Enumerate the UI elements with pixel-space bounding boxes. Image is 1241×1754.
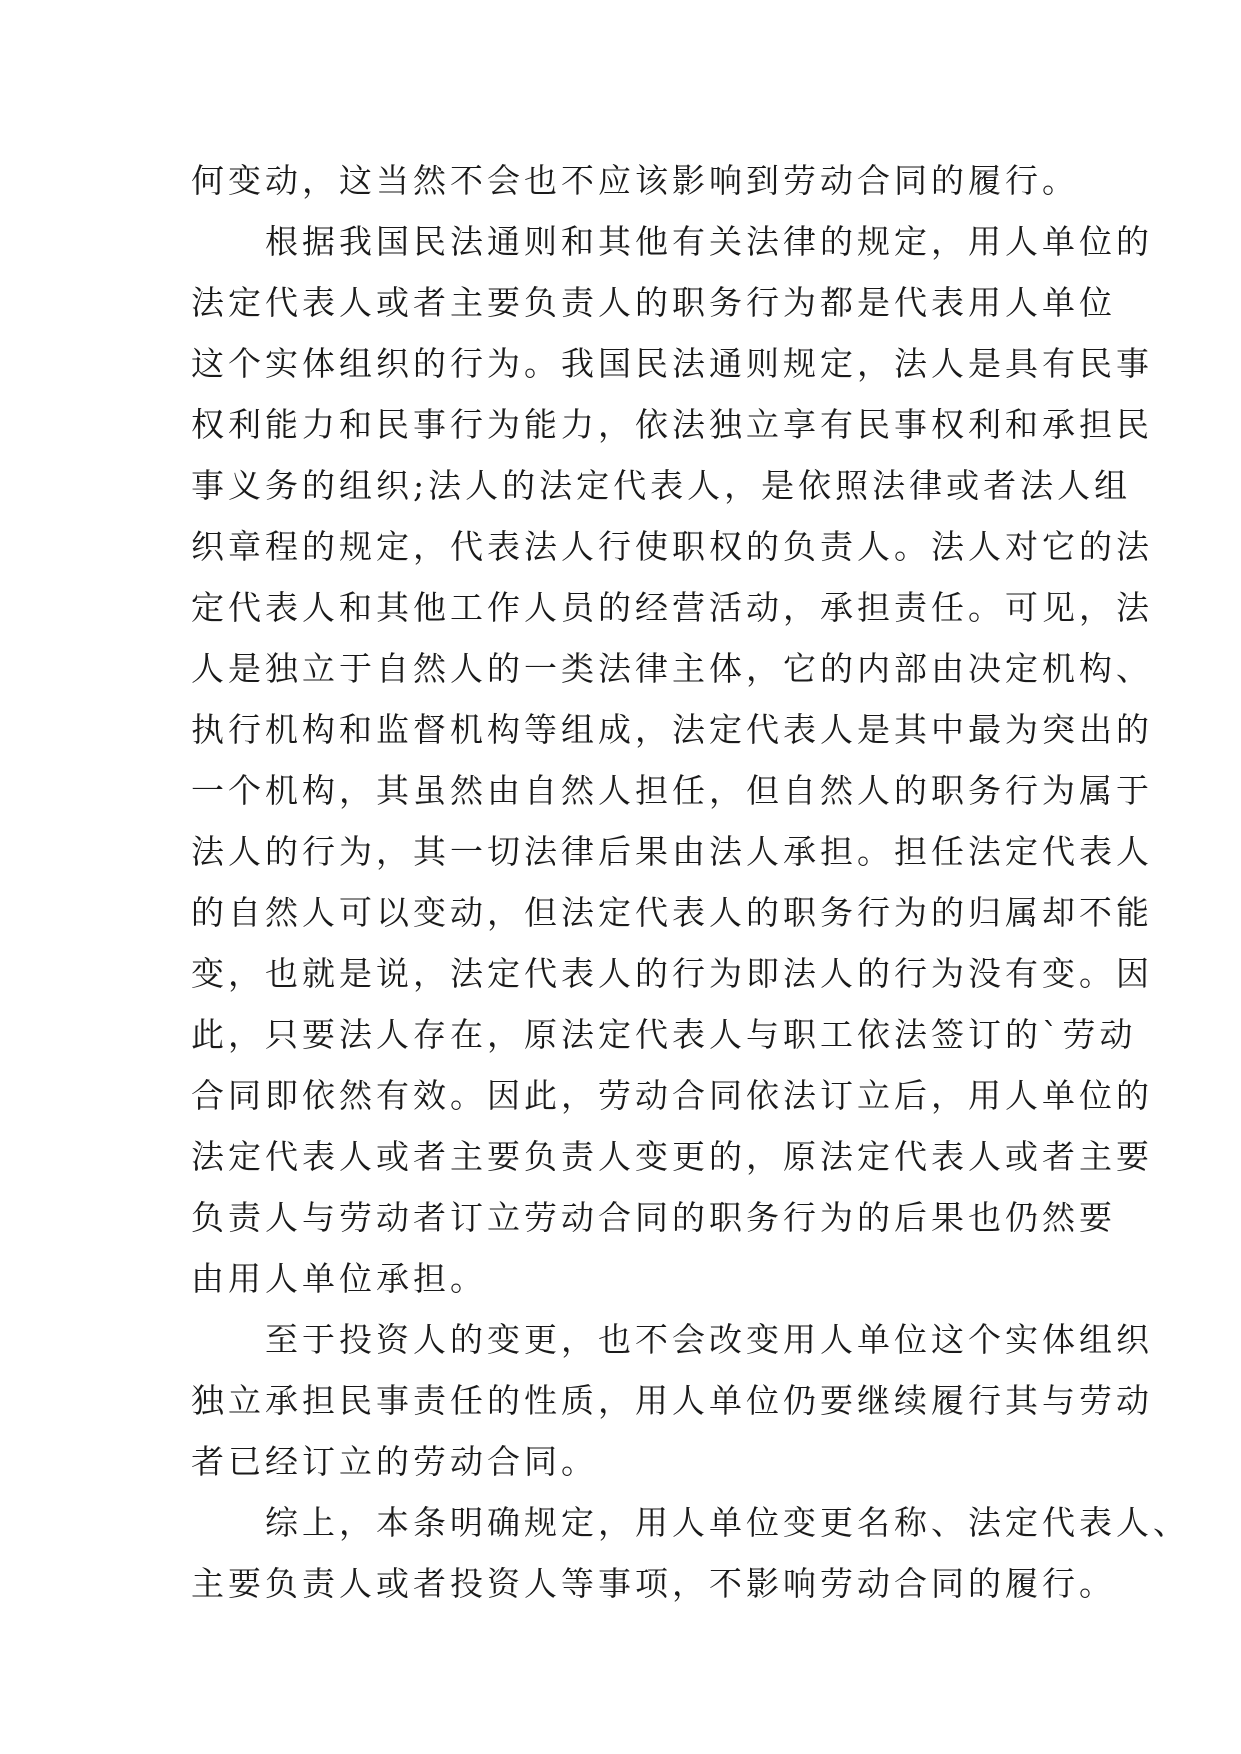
text-line: 独立承担民事责任的性质，用人单位仍要继续履行其与劳动 (191, 1381, 1153, 1420)
text-line: 人是独立于自然人的一类法律主体，它的内部由决定机构、 (191, 649, 1153, 688)
text-line: 负责人与劳动者订立劳动合同的职务行为的后果也仍然要 (191, 1198, 1116, 1237)
text-line: 这个实体组织的行为。我国民法通则规定，法人是具有民事 (191, 344, 1153, 383)
text-line: 法定代表人或者主要负责人的职务行为都是代表用人单位 (191, 283, 1116, 322)
text-line: 由用人单位承担。 (191, 1259, 487, 1298)
text-line: 何变动，这当然不会也不应该影响到劳动合同的履行。 (191, 161, 1079, 200)
body-text (191, 150, 1190, 1614)
text-line: 者已经订立的劳动合同。 (191, 1442, 598, 1481)
text-line: 主要负责人或者投资人等事项，不影响劳动合同的履行。 (191, 1564, 1116, 1603)
text-line: 织章程的规定，代表法人行使职权的负责人。法人对它的法 (191, 527, 1153, 566)
text-line: 一个机构，其虽然由自然人担任，但自然人的职务行为属于 (191, 771, 1153, 810)
text-line: 的自然人可以变动，但法定代表人的职务行为的归属却不能 (191, 893, 1153, 932)
text-line: 至于投资人的变更，也不会改变用人单位这个实体组织 (191, 1320, 1153, 1359)
text-line: 合同即依然有效。因此，劳动合同依法订立后，用人单位的 (191, 1076, 1153, 1115)
text-line: 执行机构和监督机构等组成，法定代表人是其中最为突出的 (191, 710, 1153, 749)
text-line: 此，只要法人存在，原法定代表人与职工依法签订的`劳动 (191, 1015, 1137, 1054)
text-line: 事义务的组织;法人的法定代表人，是依照法律或者法人组 (191, 466, 1132, 505)
text-line: 变，也就是说，法定代表人的行为即法人的行为没有变。因 (191, 954, 1153, 993)
text-line: 综上，本条明确规定，用人单位变更名称、法定代表人、 (191, 1503, 1190, 1542)
text-line: 根据我国民法通则和其他有关法律的规定，用人单位的 (191, 222, 1153, 261)
text-line: 定代表人和其他工作人员的经营活动，承担责任。可见，法 (191, 588, 1153, 627)
text-line: 法定代表人或者主要负责人变更的，原法定代表人或者主要 (191, 1137, 1153, 1176)
text-line: 法人的行为，其一切法律后果由法人承担。担任法定代表人 (191, 832, 1153, 871)
text-line: 权利能力和民事行为能力，依法独立享有民事权利和承担民 (191, 405, 1153, 444)
